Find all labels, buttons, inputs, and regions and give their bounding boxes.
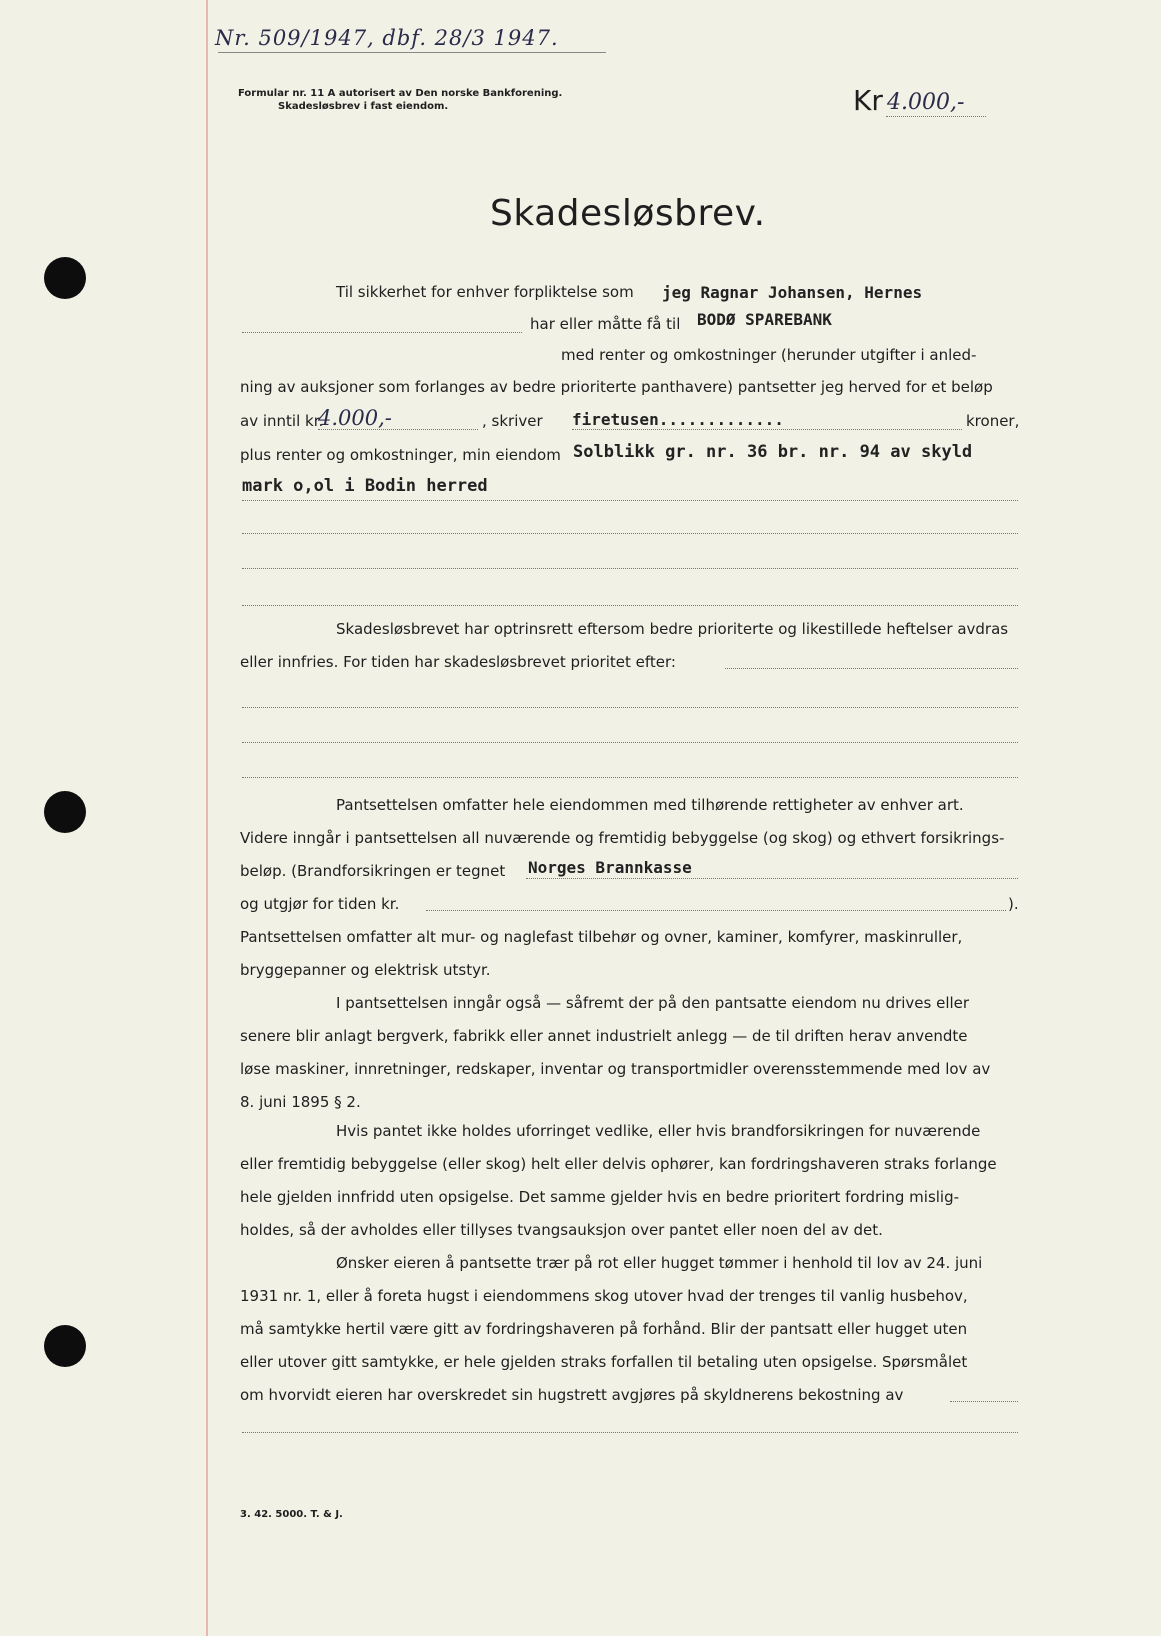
- amount-prefix: Kr: [853, 84, 883, 117]
- timber-line3: må samtykke hertil være gitt av fordringshaveren på forhånd. Blir der pantsatt eller hugget uten: [240, 1320, 968, 1338]
- maintenance-line2: eller fremtidig bebyggelse (eller skog) helt eller delvis ophører, kan fordringshaveren straks forlange: [240, 1155, 997, 1173]
- punch-hole: [44, 791, 86, 833]
- industry-line4: 8. juni 1895 § 2.: [240, 1093, 361, 1111]
- kroner-label: kroner,: [966, 412, 1020, 430]
- scope-line2: Videre inngår i pantsettelsen all nuværende og fremtidig bebyggelse (og skog) og ethvert forsikrings-: [240, 829, 1005, 847]
- industry-line3: løse maskiner, innretninger, redskaper, inventar og transportmidler overensstemmende med lov av: [240, 1060, 991, 1078]
- handwritten-reference: Nr. 509/1947, dbf. 28/3 1947.: [215, 26, 559, 50]
- scope-line5: Pantsettelsen omfatter alt mur- og naglefast tilbehør og ovner, kaminer, komfyrer, maskinruller,: [240, 928, 963, 946]
- scope-line4: og utgjør for tiden kr.: [240, 895, 400, 913]
- scope-line3: beløp. (Brandforsikringen er tegnet: [240, 862, 506, 880]
- amount-words: firetusen.............: [572, 410, 784, 429]
- up-to-label: av inntil kr.: [240, 412, 324, 430]
- timber-line4: eller utover gitt samtykke, er hele gjelden straks forfallen til betaling uten opsigelse. Spørsmålet: [240, 1353, 968, 1371]
- header-amount: 4.000,-: [887, 90, 965, 115]
- margin-line: [206, 0, 208, 1636]
- property-line-2: mark o,ol i Bodin herred: [242, 476, 488, 496]
- plus-label: plus renter og omkostninger, min eiendom: [240, 446, 561, 464]
- punch-hole: [44, 1325, 86, 1367]
- industry-line2: senere blir anlagt bergverk, fabrikk eller annet industrielt anlegg — de til driften herav anvendte: [240, 1027, 968, 1045]
- intro-line3: med renter og omkostninger (herunder utgifter i anled-: [561, 346, 977, 364]
- timber-line2: 1931 nr. 1, eller å foreta hugst i eiendommens skog utover hvad der trenges til vanlig husbehov,: [240, 1287, 968, 1305]
- writes-label: , skriver: [482, 412, 543, 430]
- intro-line4: ning av auksjoner som forlanges av bedre prioriterte panthavere) pantsetter jeg herved for et beløp: [240, 378, 993, 396]
- form-note-2: Skadesløsbrev i fast eiendom.: [278, 101, 449, 112]
- creditor-name: BODØ SPAREBANK: [697, 310, 832, 329]
- industry-line1: I pantsettelsen inngår også — såfremt der på den pantsatte eiendom nu drives eller: [336, 994, 970, 1012]
- form-note-1: Formular nr. 11 A autorisert av Den norske Bankforening.: [238, 88, 563, 99]
- scope-line4-end: ).: [1008, 895, 1019, 913]
- priority-line2: eller innfries. For tiden har skadesløsbrevet prioritet efter:: [240, 653, 676, 671]
- has-text: har eller måtte få til: [530, 315, 681, 333]
- debtor-name: jeg Ragnar Johansen, Hernes: [662, 283, 923, 302]
- timber-line1: Ønsker eieren å pantsette trær på rot eller hugget tømmer i henhold til lov av 24. juni: [336, 1254, 983, 1272]
- amount-figures: 4.000,-: [318, 406, 392, 430]
- print-code: 3. 42. 5000. T. & J.: [240, 1509, 343, 1520]
- property-line-1: Solblikk gr. nr. 36 br. nr. 94 av skyld: [573, 442, 973, 462]
- timber-line5: om hvorvidt eieren har overskredet sin hugstrett avgjøres på skyldnerens bekostning av: [240, 1386, 904, 1404]
- scope-line1: Pantsettelsen omfatter hele eiendommen med tilhørende rettigheter av enhver art.: [336, 796, 964, 814]
- document-title: Skadesløsbrev.: [490, 193, 766, 234]
- maintenance-line1: Hvis pantet ikke holdes uforringet vedlike, eller hvis brandforsikringen for nuværende: [336, 1122, 981, 1140]
- maintenance-line4: holdes, så der avholdes eller tillyses tvangsauksjon over pantet eller noen del av det.: [240, 1221, 883, 1239]
- priority-line1: Skadesløsbrevet har optrinsrett eftersom bedre prioriterte og likestillede heftelser avdras: [336, 620, 1009, 638]
- maintenance-line3: hele gjelden innfridd uten opsigelse. Det samme gjelder hvis en bedre prioritert fordring mislig-: [240, 1188, 960, 1206]
- intro-lead: Til sikkerhet for enhver forpliktelse som: [336, 283, 634, 301]
- insurer-name: Norges Brannkasse: [528, 858, 692, 877]
- punch-hole: [44, 257, 86, 299]
- scope-line6: bryggepanner og elektrisk utstyr.: [240, 961, 491, 979]
